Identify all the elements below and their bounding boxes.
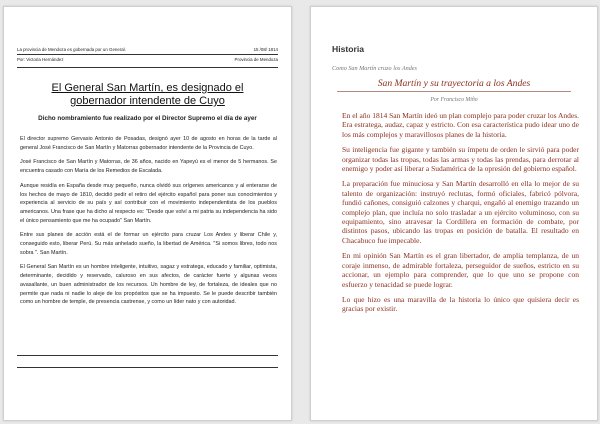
article-title: San Martín y su trayectoria a los Andes — [377, 78, 531, 89]
paragraph: En el año 1814 San Martín ideó un plan complejo para poder cruzar los Andes. Era estratega, audaz, capaz y estricto. Con esa característica pudo idear uno de los más complejos y maravillosos planes de la historia. — [342, 111, 579, 139]
paragraph: José Francisco de San Martín y Matorras, de 36 años, nacido en Yapeyú es el menor de 5 hermanos. Se encuentra casado con María de los Remedios de Escalada. — [20, 159, 277, 175]
paragraph: Aunque residía en España desde muy pequeño, nunca olvidó sus orígenes americanos y al enterarse de los hechos de mayo de 1810, decidió pedir el retiro del ejército español para poner sus conocimientos y experiencia al servicio de su país y así contribuir con el movimiento independentista de los pueblos americanos. Una frase que ha dicho al respecto es: "Desde que volví a mi patria su independencia ha sido el único pensamiento que me ha ocupado" San Martín. — [20, 182, 277, 224]
paragraph: Lo que hizo es una maravilla de la historia lo único que quisiera decir es gracias por existir. — [342, 294, 579, 314]
byline-line — [17, 57, 278, 62]
article-subheadline: Dicho nombramiento fue realizado por el Director Supremo el día de ayer — [38, 115, 257, 122]
newspaper-page-left — [3, 6, 292, 421]
paragraph: El General San Martín es un hombre inteligente, intuitivo, sagaz y estratega, educado y familiar, optimista, determinante, decidido y reservado, caluroso en sus afectos, de carácter fuerte y algunas veces avasallante, un buen administrador de los recursos. Un hombre de ley, de fortaleza, de ideales que no permite que nada ni nadie lo aleje de los propósitos que se ha impuesto. Se le puede describir también como un hombre de temple, de presencia castrense, y como un líder nato y con autoridad. — [20, 264, 277, 306]
title-underline — [337, 91, 571, 92]
paragraph: Su inteligencia fue gigante y también su ímpetu de orden le sirvió para poder organizar todas las tropas, todas las armas y todas las prendas, para derrotar al enemigo y poder así liberar a Sudamérica de la opresión del gobierno español. — [342, 145, 579, 174]
paragraph: La preparación fue minuciosa y San Martín desarrolló en ella lo mejor de su talento de organización: instruyó reclutas, formó oficiales, fabricó pólvora, fundió cañones, consiguió calzones y charqui, engañó al enemigo trazando un complejo plan, que incluía no solo trasladar a un ejército voluminoso, con su equipamiento, sino atravesar la Cordillera en formación de combate, por distintos pasos, ubicando las tropas en posición de batalla. El resultado en Chacabuco fue impecable. — [342, 179, 579, 245]
article-headline: El General San Martín, es designado el gobernador intendente de Cuyo — [51, 82, 244, 107]
paragraph: En mi opinión San Martín es el gran libertador, de amplia templanza, de un coraje inmenso, de admirable fortaleza, perseguidor de sueños, estricto en su accionar, un ejemplo para comprender, que lo que uno se propone con esfuerzo y tenacidad se puede lograr. — [342, 251, 579, 289]
paragraph: Entre sus planes de acción está el de formar un ejército para cruzar Los Andes y liberar Chile y, conseguido esto, liberar Perú. Su más anhelado sueño, la libertad de América. "Si somos libres, todo nos sobra ". San Martín. — [20, 232, 277, 256]
masthead-text: La provincia de Mendoza es gobernada por un General. — [17, 47, 126, 52]
location-label: Provincia de Mendoza — [234, 57, 278, 62]
history-page-right — [310, 6, 598, 421]
author-byline: Por Francisco Miño — [430, 97, 478, 103]
masthead-line — [17, 47, 278, 52]
divider — [17, 67, 278, 68]
divider — [17, 54, 278, 55]
article-kicker: Como San Martín cruzo los Andes — [332, 65, 417, 72]
divider — [17, 367, 278, 368]
divider — [17, 355, 278, 356]
article-body — [20, 135, 277, 313]
article-body — [342, 111, 579, 320]
masthead-date: 15 /08/ 1814 — [253, 47, 278, 52]
paragraph: El director supremo Gervasio Antonio de Posadas, designó ayer 10 de agosto en horas de la tarde al general José Francisco de San Martín y Matorras gobernador intendente de la Provincia de Cuyo. — [20, 136, 277, 151]
author-byline: Por: Victoria Hernández — [17, 57, 64, 62]
section-title: Historia — [332, 44, 364, 54]
